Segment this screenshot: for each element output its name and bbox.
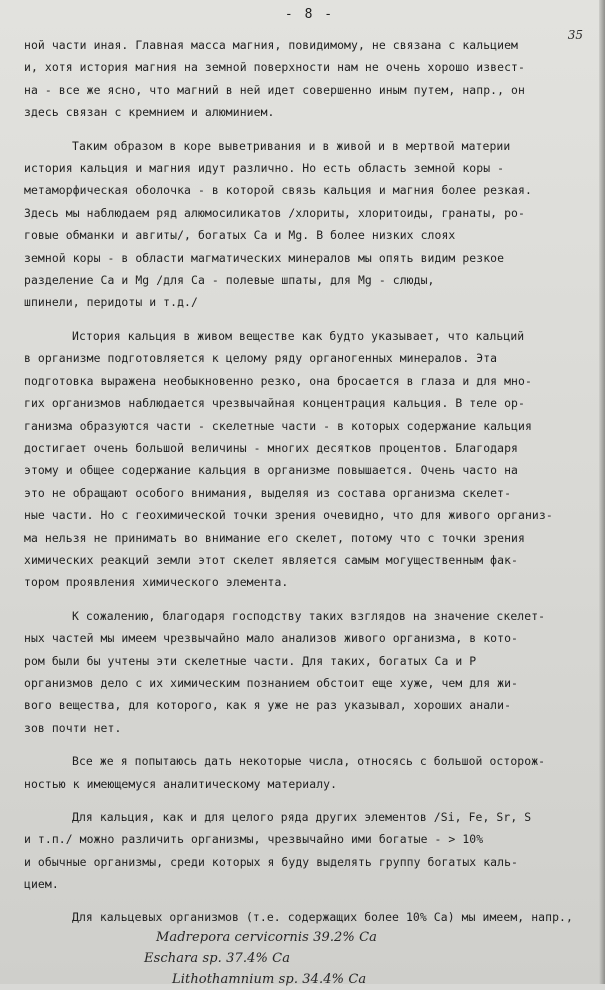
text-line: этому и общее содержание кальция в организме повышается. Очень часто на <box>24 463 518 478</box>
text-line: земной коры - в области магматических минералов мы опять видим резкое <box>24 250 505 265</box>
text-line: Для кальция, как и для целого ряда других элементов /Si, Fe, Sr, S <box>72 810 532 824</box>
text-line: цием. <box>24 877 59 892</box>
text-line: достигает очень большой величины - многих десятков процентов. Благодаря <box>24 440 518 455</box>
paragraph <box>24 135 595 314</box>
text-line: ных частей мы имеем чрезвычайно мало анализов живого организма, в кото- <box>24 631 518 646</box>
paragraph <box>24 605 595 739</box>
folio-mark: 35 <box>567 28 583 42</box>
text-line: метаморфическая оболочка - в которой связь кальция и магния более резкая. <box>24 183 532 198</box>
paragraph <box>24 34 595 124</box>
text-line: здесь связан с кремнием и алюминием. <box>24 105 275 120</box>
text-line: подготовка выражена необыкновенно резко, она бросается в глаза и для мно- <box>24 373 532 388</box>
text-line: и, хотя история магния на земной поверхности нам не очень хорошо извест- <box>24 60 525 75</box>
text-line: Таким образом в коре выветривания и в живой и в мертвой материи <box>72 138 511 153</box>
scan-edge-shadow <box>599 0 605 984</box>
text-line: история кальция и магния идут различно. Но есть область земной коры - <box>24 161 505 176</box>
text-line: на - все же ясно, что магний в ней идет совершенно иным путем, напр., он <box>24 82 525 97</box>
specimen-entry: Lithothamnium sp. 34.4% Ca <box>172 971 367 987</box>
text-line: организмов дело с их химическим познанием обстоит еще хуже, чем для жи- <box>24 675 518 690</box>
text-line: и т.п./ можно различить организмы, чрезвычайно ими богатые - > 10% <box>24 832 484 847</box>
specimen-entry: Eschara sp. 37.4% Ca <box>144 950 291 966</box>
text-line: ной части иная. Главная масса магния, повидимому, не связана с кальцием <box>24 38 518 52</box>
text-line: химических реакций земли этот скелет является самым могущественным фак- <box>24 552 518 567</box>
text-line: тором проявления химического элемента. <box>24 575 289 590</box>
text-line: говые обманки и авгиты/, богатых Ca и Mg. В более низких слоях <box>24 228 456 243</box>
paragraph <box>24 325 595 594</box>
page-number: - 8 - <box>284 7 335 22</box>
text-line: Здесь мы наблюдаем ряд алюмосиликатов /хлориты, хлоритоиды, гранаты, ро- <box>24 205 525 220</box>
text-line: вого вещества, для которого, как я уже не раз указывал, хороших анали- <box>24 698 512 713</box>
text-line: К сожалению, благодаря господству таких взглядов на значение скелет- <box>72 608 546 623</box>
text-line: гих организмов наблюдается чрезвычайная концентрация кальция. В теле ор- <box>24 396 525 411</box>
specimen-list <box>24 907 595 990</box>
text-line: ностью к имеющемуся аналитическому материалу. <box>24 776 338 791</box>
document-body <box>24 34 595 990</box>
text-line: История кальция в живом веществе как будто указывает, что кальций <box>72 328 525 343</box>
text-line: разделение Ca и Mg /для Ca - полевые шпаты, для Mg - слюды, <box>24 273 435 288</box>
text-line: ганизма образуются части - скелетные части - в которых содержание кальция <box>24 418 532 433</box>
paragraph <box>24 750 595 795</box>
text-line: и обычные организмы, среди которых я буду выделять группу богатых каль- <box>24 854 518 869</box>
text-line: шпинели, перидоты и т.д./ <box>24 295 198 310</box>
text-line: зов почти нет. <box>24 720 122 735</box>
text-line: в организме подготовляется к целому ряду органогенных минералов. Эта <box>24 351 498 366</box>
text-line: ма нельзя не принимать во внимание его скелет, потому что с точки зрения <box>24 530 525 545</box>
text-line: ные части. Но с геохимической точки зрения очевидно, что для живого организ- <box>24 508 553 523</box>
specimen-entry: Madrepora cervicornis 39.2% Ca <box>156 929 378 945</box>
text-line: Все же я попытаюсь дать некоторые числа, относясь с большой осторож- <box>72 754 546 769</box>
text-line: ром были бы учтены эти скелетные части. Для таких, богатых Ca и P <box>24 653 477 668</box>
paragraph <box>24 806 595 896</box>
text-line: это не обращают особого внимания, выделяя из состава организма скелет- <box>24 485 512 500</box>
specimen-list-intro: Для кальцевых организмов (т.е. содержащих более 10% Ca) мы имеем, напр., <box>72 909 573 924</box>
